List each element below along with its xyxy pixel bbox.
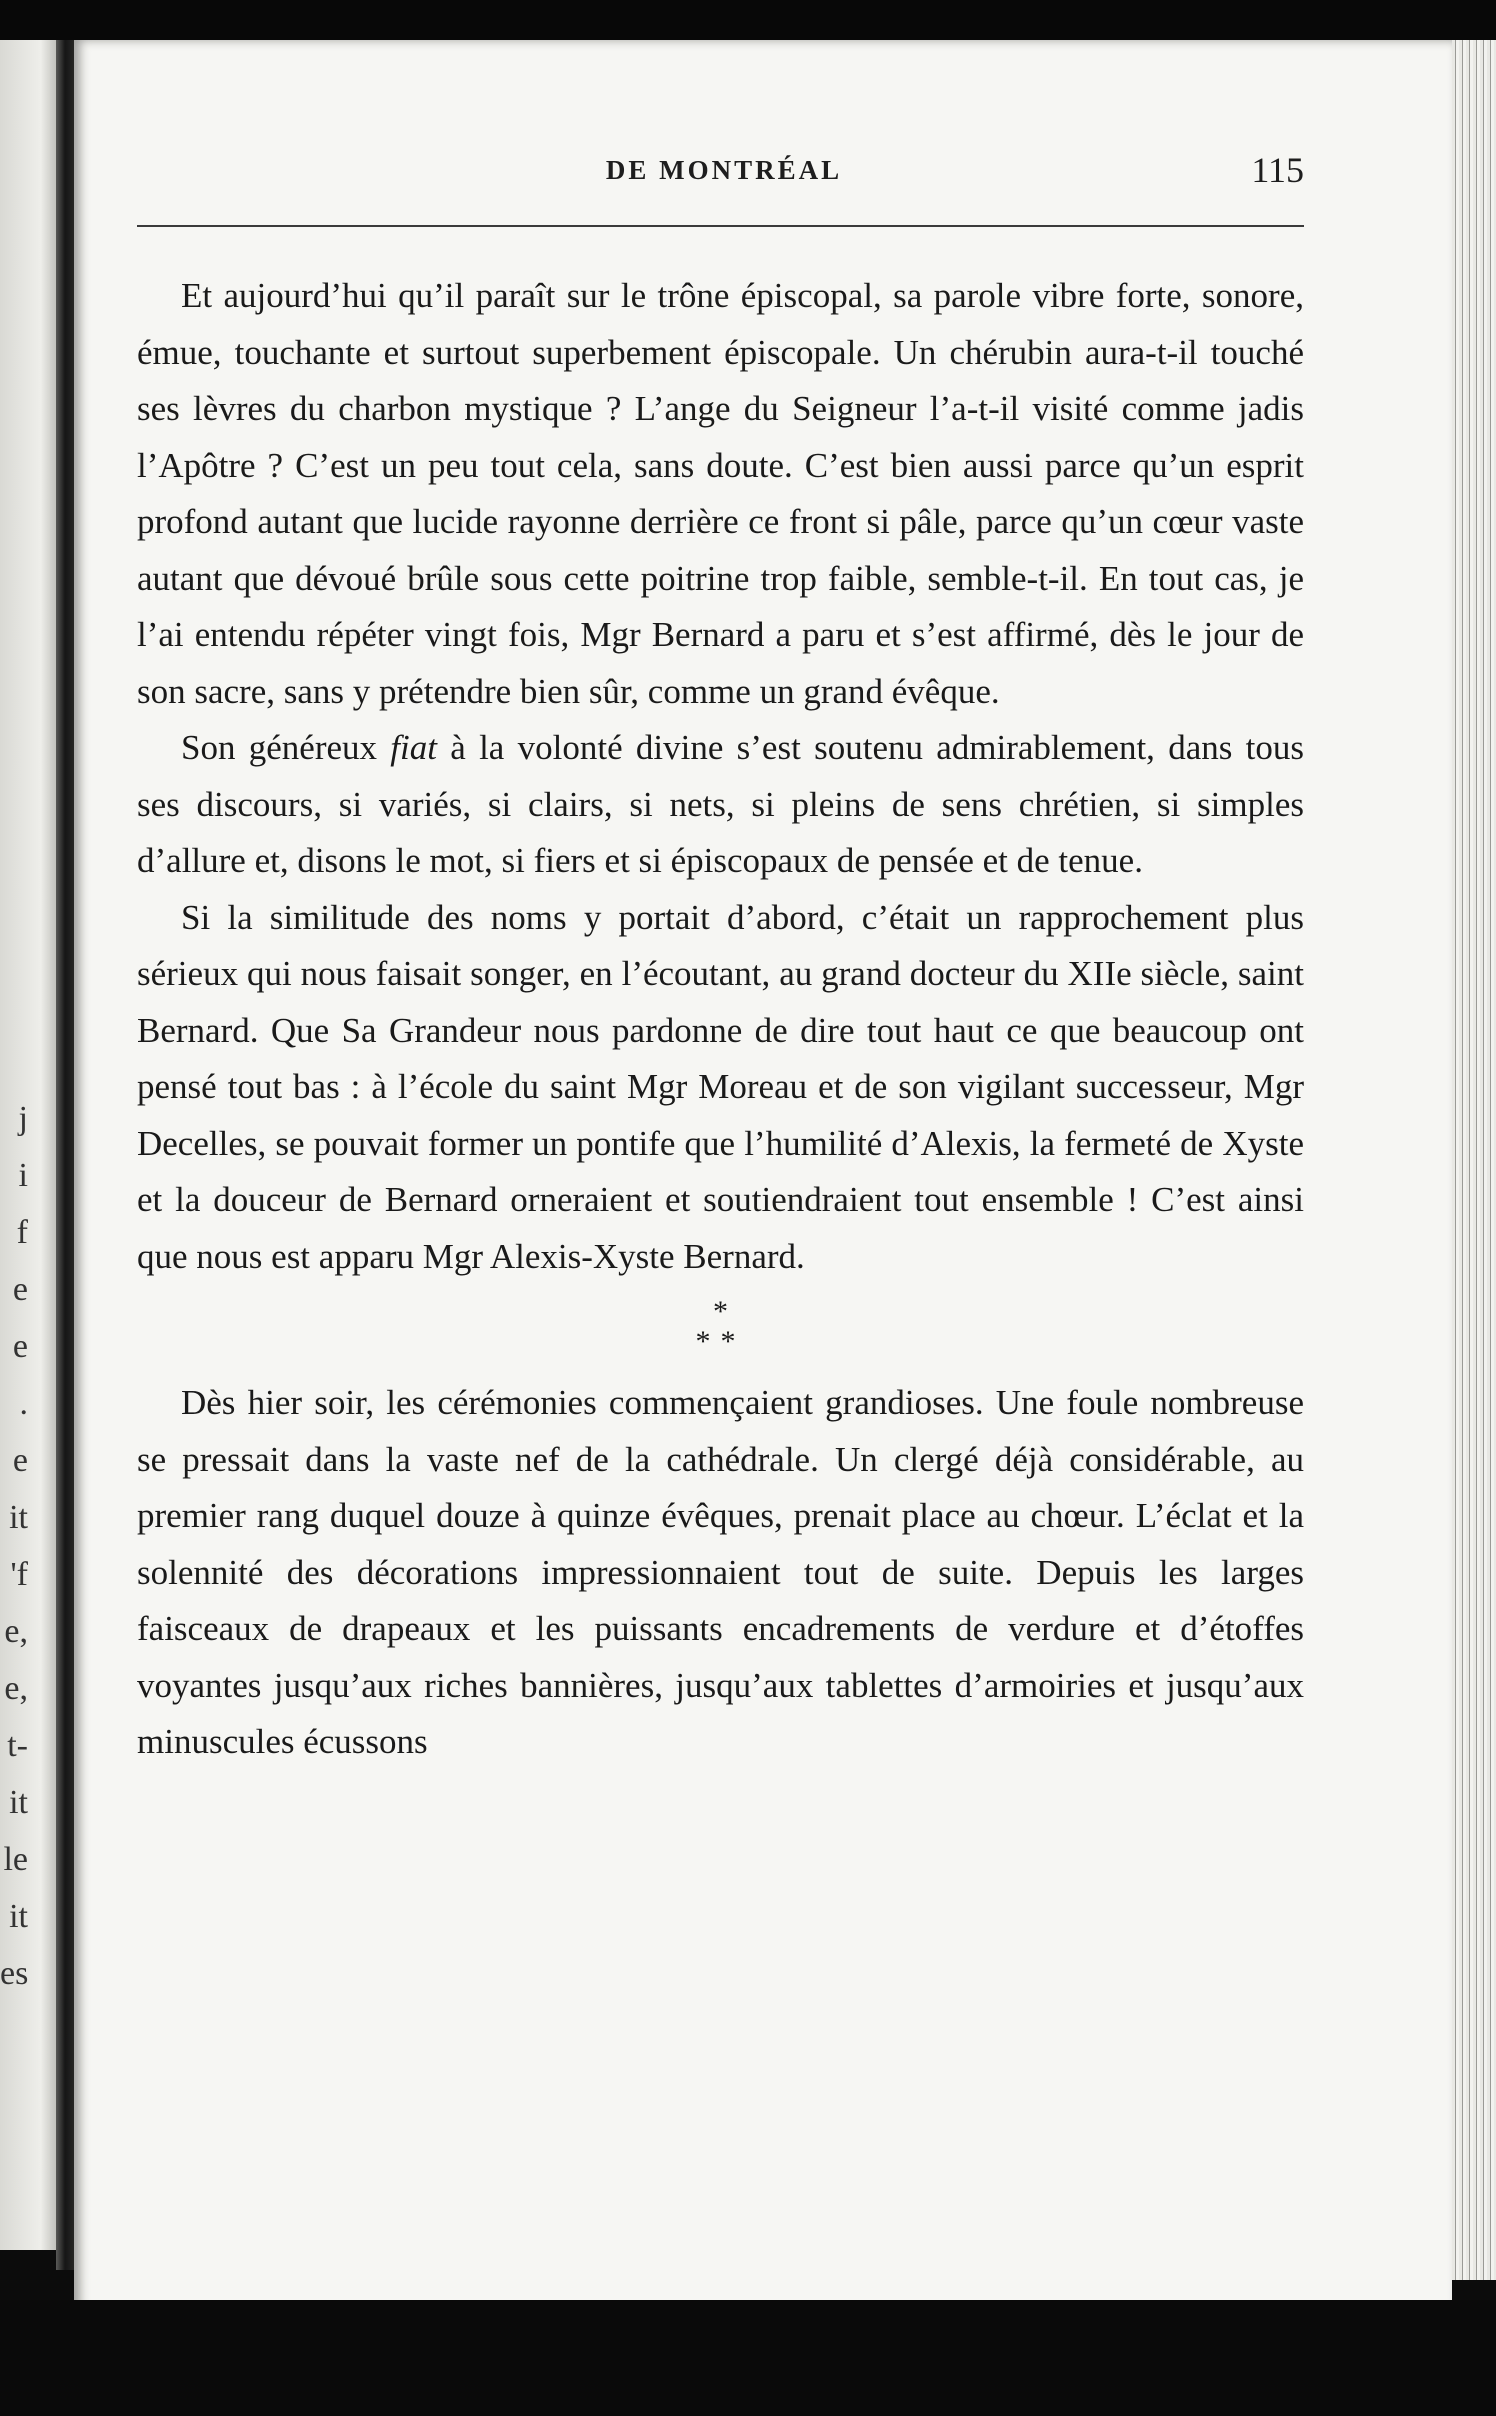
paragraph-3: Si la similitude des noms y portait d’abord, c’était un rapprochement plus sérieux qui nous faisait songer, en l’écoutant, au grand docteur du XIIe siècle, saint Bernard. Que Sa Grandeur nous pardonne de dire tout haut ce que beaucoup ont pensé tout bas : à l’école du saint Mgr Moreau et de son vigilant successeur, Mgr Decelles, se pouvait former un pontife que l’humilité d’Alexis, la fermeté de Xyste et la douceur de Bernard orneraient et soutiendraient tout ensemble ! C’est ainsi que nous est apparu Mgr Alexis-Xyste Bernard. (137, 897, 1304, 1276)
paragraph-1: Et aujourd’hui qu’il paraît sur le trône épiscopal, sa parole vibre forte, sonore, émue, touchante et surtout superbement épiscopale. Un chérubin aura-t-il touché ses lèvres du charbon mystique ? L’ange du Seigneur l’a-t-il visité comme jadis l’Apôtre ? C’est un peu tout cela, sans doute. C’est bien aussi parce qu’un esprit profond autant que lucide rayonne derrière ce front si pâle, parce qu’un cœur vaste autant que dévoué brûle sous cette poitrine trop faible, semble-t-il. En tout cas, je l’ai entendu répéter vingt fois, Mgr Bernard a paru et s’est affirmé, dès le jour de son sacre, sans y prétendre bien sûr, comme un grand évêque. (137, 276, 1304, 711)
adjacent-page-fragment: . (19, 1385, 28, 1422)
paragraph-4: Dès hier soir, les cérémonies commençaient grandioses. Une foule nombreuse se pressait dans la vaste nef de la cathédrale. Un clergé déjà considérable, au premier rang duquel douze à quinze évêques, prenait place au chœur. L’éclat et la solennité des décorations impressionnaient tout de suite. Depuis les larges faisceaux de drapeaux et les puissants encadrements de verdure et d’étoffes voyantes jusqu’aux riches bannières, jusqu’aux tablettes d’armoiries et jusqu’aux minuscules écussons (137, 1383, 1304, 1761)
adjacent-page-fragment: i (18, 1157, 28, 1194)
italic-word-fiat: fiat (390, 728, 437, 767)
page-header (74, 145, 1452, 195)
scan-top-border (0, 0, 1496, 40)
adjacent-page-fragment: es (0, 1955, 29, 1992)
body-text (137, 268, 1304, 1771)
paragraph-2-before: Son généreux (181, 728, 391, 767)
adjacent-page-fragment: it (9, 1898, 28, 1935)
adjacent-page-fragment: e (12, 1271, 28, 1308)
book-gutter (56, 40, 76, 2270)
asterism-bottom-stars: ** (695, 1325, 746, 1358)
asterism-ornament (137, 1285, 1304, 1375)
adjacent-page-fragment: e, (4, 1613, 28, 1650)
paragraph-2 (137, 720, 1304, 890)
adjacent-page-fragment: e, (4, 1670, 28, 1707)
adjacent-page-text-fragments (0, 1090, 28, 2002)
adjacent-page-fragment: j (18, 1100, 28, 1137)
adjacent-page-fragment: t- (7, 1727, 28, 1764)
header-rule (137, 225, 1304, 227)
adjacent-page-fragment: it (9, 1499, 28, 1536)
adjacent-page-fragment: le (3, 1841, 28, 1878)
page-number: 115 (1251, 150, 1304, 190)
book-page (74, 40, 1452, 2360)
page-stack-edge (1452, 40, 1496, 2280)
adjacent-page-fragment: 'f (10, 1556, 28, 1593)
adjacent-page-edge (0, 40, 58, 2250)
adjacent-page-fragment: it (9, 1784, 28, 1821)
paragraph-2-after: à la volonté divine s’est soutenu admirablement, dans tous ses discours, si variés, si clairs, si nets, si pleins de sens chrétien, si simples d’allure et, disons le mot, si fiers et si épiscopaux de pensée et de tenue. (137, 728, 1304, 880)
adjacent-page-fragment: e (12, 1328, 28, 1365)
adjacent-page-fragment: e (12, 1442, 28, 1479)
scan-bottom-border (0, 2300, 1496, 2416)
asterism-top-star: * (713, 1295, 728, 1328)
running-head: DE MONTRÉAL (605, 155, 843, 185)
adjacent-page-fragment: f (16, 1214, 28, 1251)
